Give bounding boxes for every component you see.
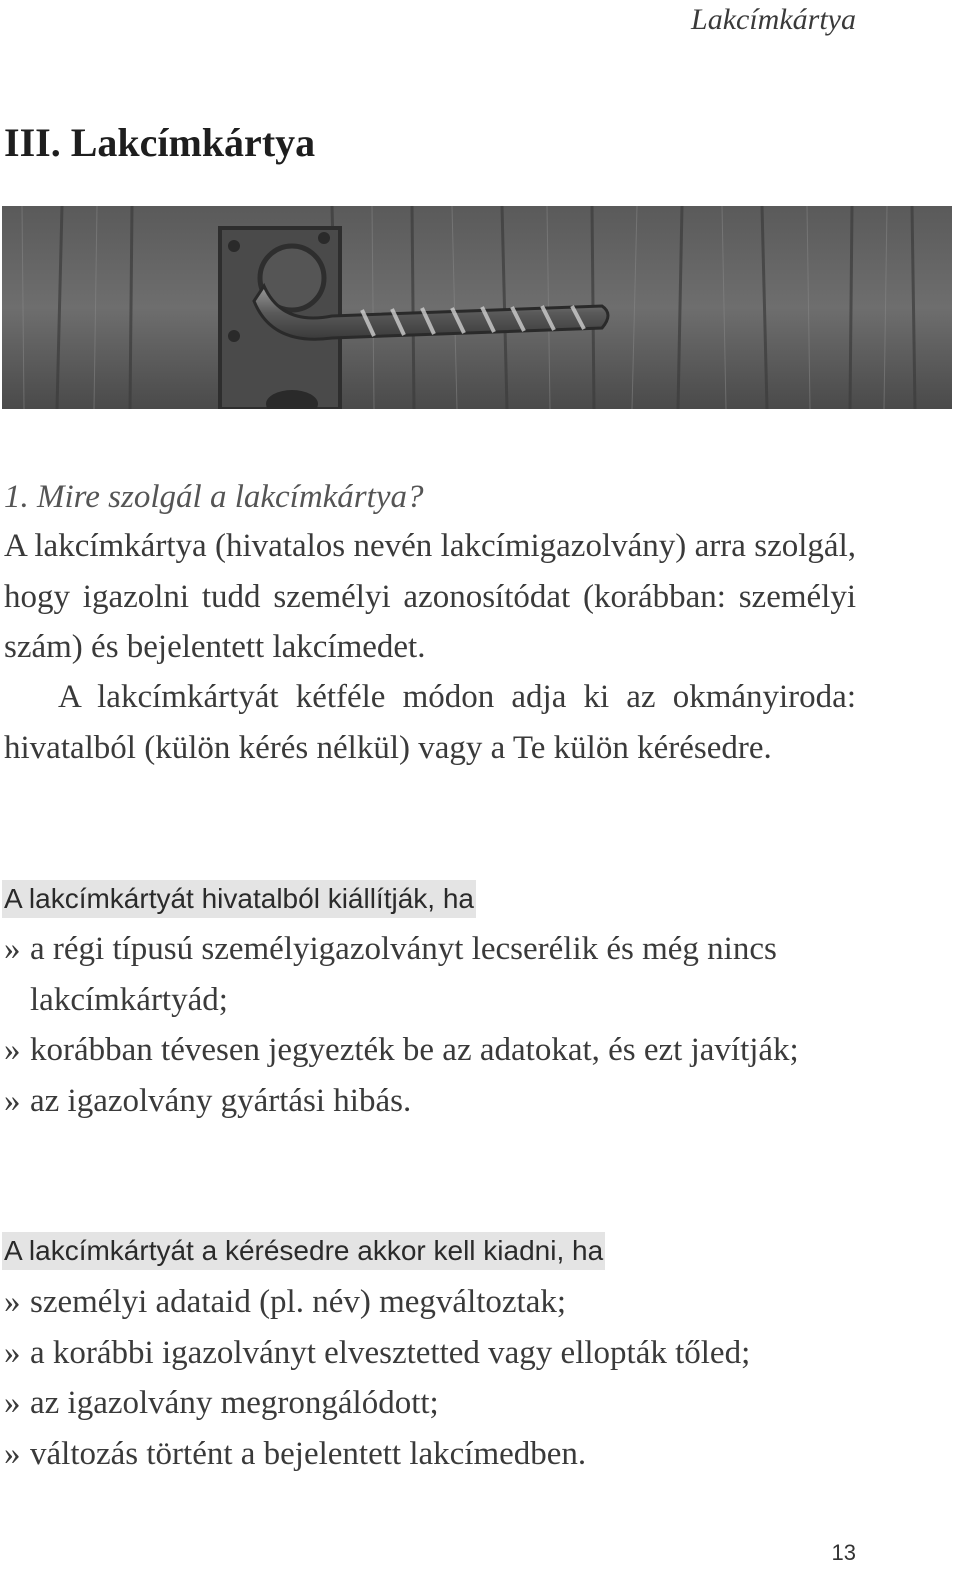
bullet-mark: » — [4, 1284, 21, 1320]
list-item-text: az igazolvány megrongálódott; — [30, 1385, 439, 1421]
list-item — [4, 924, 864, 1025]
list-item-text: az igazolvány gyártási hibás. — [30, 1082, 412, 1119]
bullet-mark: » — [4, 1385, 21, 1421]
list-item — [4, 1328, 864, 1379]
list-item-text: a régi típusú személyigazolványt lecserélik és még nincs lakcímkártyád; — [30, 931, 777, 1018]
list-item — [4, 1378, 864, 1429]
on-request-list — [4, 1277, 864, 1479]
issuance-paragraph: A lakcímkártyát kétféle módon adja ki az okmányiroda: hivatalból (külön kérés nélkül) vagy a Te külön kérésedre. — [4, 679, 856, 766]
list-item — [4, 1277, 864, 1328]
intro-paragraph: A lakcímkártya (hivatalos nevén lakcímigazolvány) arra szolgál, hogy igazolni tudd személyi azonosítódat (korábban: személyi szám) és bejelentett lakcímedet. — [4, 528, 856, 665]
on-request-heading: A lakcímkártyát a kérésedre akkor kell kiadni, ha — [2, 1232, 605, 1270]
list-item — [4, 1429, 864, 1480]
list-item — [4, 1025, 864, 1076]
door-handle-photo — [2, 206, 952, 409]
list-item-text: változás történt a bejelentett lakcímedben. — [30, 1435, 587, 1472]
official-issue-list — [4, 924, 864, 1126]
bullet-mark: » — [4, 931, 21, 967]
page-number: 13 — [831, 1540, 856, 1565]
chapter-title: III. Lakcímkártya — [4, 120, 316, 165]
list-item-text: személyi adataid (pl. név) megváltoztak; — [30, 1284, 567, 1320]
list-item-text: korábban tévesen jegyezték be az adatokat, és ezt javítják; — [30, 1032, 799, 1068]
bullet-mark: » — [4, 1435, 21, 1472]
bullet-mark: » — [4, 1082, 21, 1119]
bullet-mark: » — [4, 1032, 21, 1068]
section-heading: 1. Mire szolgál a lakcímkártya? — [4, 479, 424, 515]
bullet-mark: » — [4, 1334, 21, 1371]
list-item-text: a korábbi igazolványt elvesztetted vagy ellopták tőled; — [30, 1334, 751, 1371]
running-title: Lakcímkártya — [691, 3, 856, 36]
official-issue-heading: A lakcímkártyát hivatalból kiállítják, ha — [2, 880, 476, 918]
list-item — [4, 1076, 864, 1127]
